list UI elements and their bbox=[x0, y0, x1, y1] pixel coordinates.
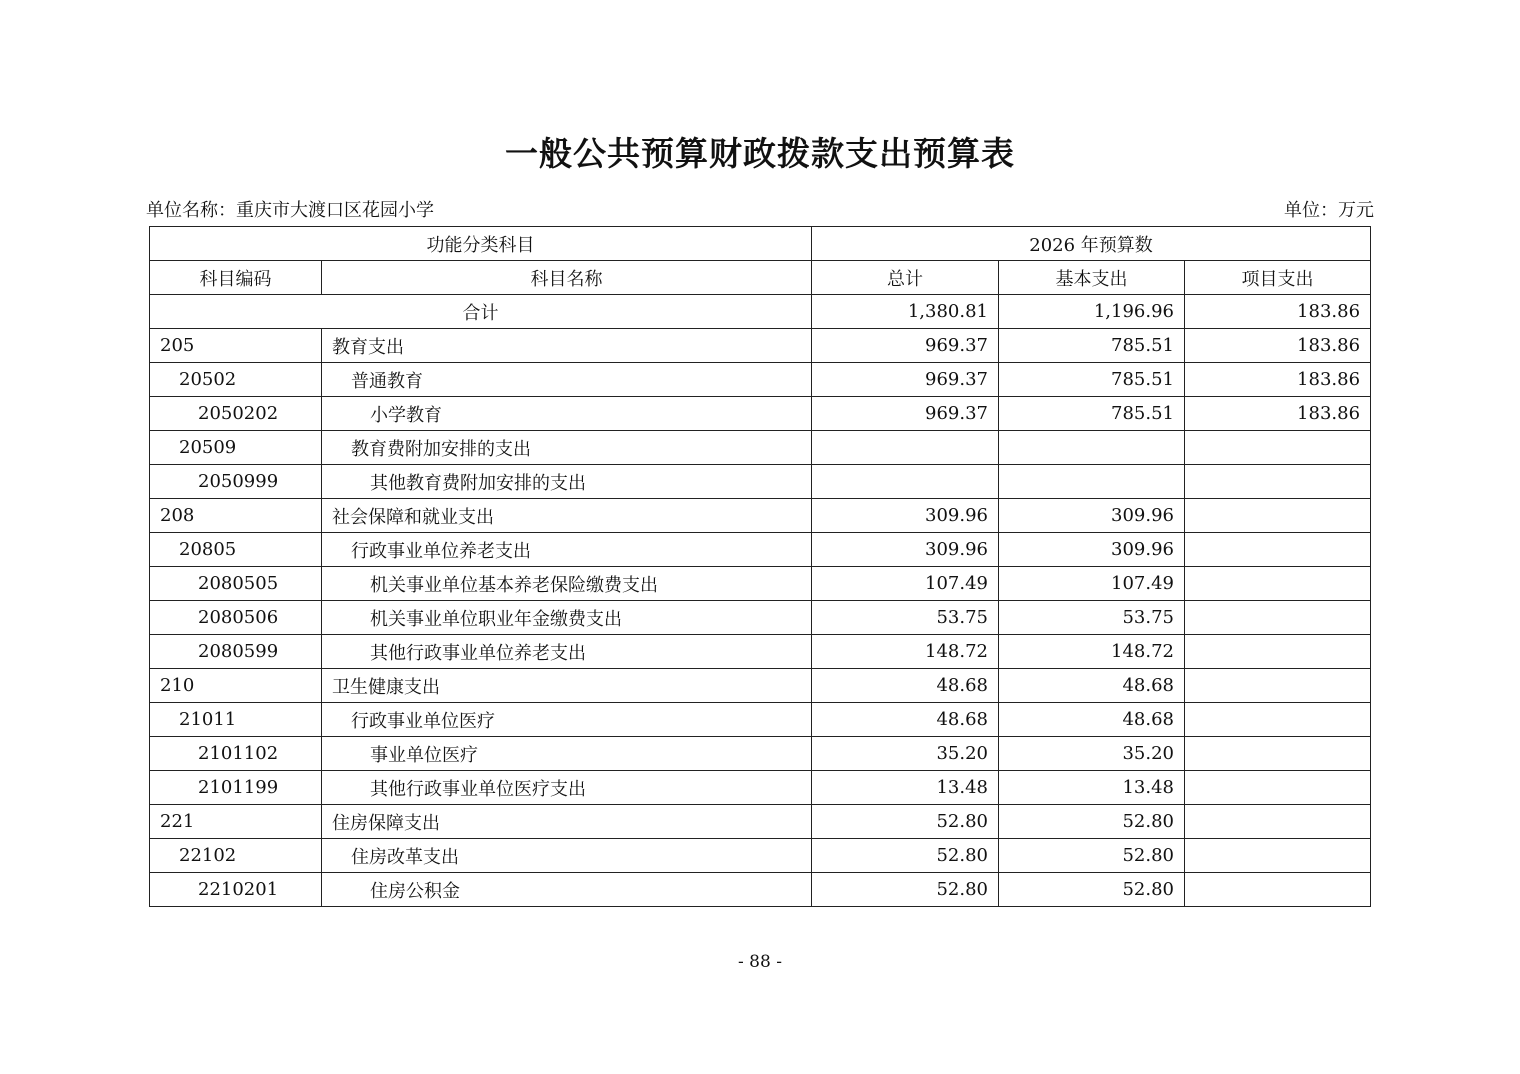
table-row bbox=[150, 465, 1371, 499]
header-function-category: 功能分类科目 bbox=[150, 227, 812, 261]
row-code: 20805 bbox=[150, 533, 322, 567]
table-row bbox=[150, 873, 1371, 907]
table-row bbox=[150, 805, 1371, 839]
header-code: 科目编码 bbox=[150, 261, 322, 295]
row-project: 183.86 bbox=[1185, 363, 1371, 397]
summary-row bbox=[150, 295, 1371, 329]
row-total: 969.37 bbox=[812, 329, 999, 363]
row-basic: 53.75 bbox=[999, 601, 1185, 635]
row-total: 13.48 bbox=[812, 771, 999, 805]
row-project bbox=[1185, 567, 1371, 601]
row-code: 2080505 bbox=[150, 567, 322, 601]
row-project bbox=[1185, 465, 1371, 499]
table-row bbox=[150, 635, 1371, 669]
header-budget-year: 2026 年预算数 bbox=[812, 227, 1371, 261]
row-basic: 785.51 bbox=[999, 363, 1185, 397]
row-name: 小学教育 bbox=[322, 397, 812, 431]
row-basic bbox=[999, 465, 1185, 499]
row-project bbox=[1185, 635, 1371, 669]
table-row bbox=[150, 567, 1371, 601]
row-code: 22102 bbox=[150, 839, 322, 873]
header-basic: 基本支出 bbox=[999, 261, 1185, 295]
row-code: 2101199 bbox=[150, 771, 322, 805]
row-name: 社会保障和就业支出 bbox=[322, 499, 812, 533]
row-total: 53.75 bbox=[812, 601, 999, 635]
row-basic: 52.80 bbox=[999, 839, 1185, 873]
row-basic: 52.80 bbox=[999, 805, 1185, 839]
row-total bbox=[812, 465, 999, 499]
row-total: 48.68 bbox=[812, 669, 999, 703]
row-name: 住房保障支出 bbox=[322, 805, 812, 839]
summary-project: 183.86 bbox=[1185, 295, 1371, 329]
table-row bbox=[150, 329, 1371, 363]
row-code: 2050202 bbox=[150, 397, 322, 431]
table-row bbox=[150, 737, 1371, 771]
page-title: 一般公共预算财政拨款支出预算表 bbox=[505, 134, 1015, 173]
row-name: 住房改革支出 bbox=[322, 839, 812, 873]
row-name: 行政事业单位医疗 bbox=[322, 703, 812, 737]
row-code: 20502 bbox=[150, 363, 322, 397]
currency-unit-label: 单位：万元 bbox=[1284, 200, 1374, 221]
row-project bbox=[1185, 703, 1371, 737]
row-project bbox=[1185, 873, 1371, 907]
row-name: 机关事业单位职业年金缴费支出 bbox=[322, 601, 812, 635]
table-row bbox=[150, 771, 1371, 805]
row-total: 52.80 bbox=[812, 805, 999, 839]
row-basic bbox=[999, 431, 1185, 465]
row-total bbox=[812, 431, 999, 465]
row-code: 208 bbox=[150, 499, 322, 533]
table-row bbox=[150, 499, 1371, 533]
row-project bbox=[1185, 839, 1371, 873]
row-basic: 309.96 bbox=[999, 533, 1185, 567]
row-total: 107.49 bbox=[812, 567, 999, 601]
row-total: 48.68 bbox=[812, 703, 999, 737]
row-code: 2101102 bbox=[150, 737, 322, 771]
row-code: 2050999 bbox=[150, 465, 322, 499]
row-code: 2080506 bbox=[150, 601, 322, 635]
row-basic: 48.68 bbox=[999, 703, 1185, 737]
row-basic: 35.20 bbox=[999, 737, 1185, 771]
row-name: 普通教育 bbox=[322, 363, 812, 397]
table-row bbox=[150, 703, 1371, 737]
table-row bbox=[150, 397, 1371, 431]
header-project: 项目支出 bbox=[1185, 261, 1371, 295]
row-name: 其他行政事业单位养老支出 bbox=[322, 635, 812, 669]
header-column-row bbox=[150, 261, 1371, 295]
row-name: 事业单位医疗 bbox=[322, 737, 812, 771]
row-basic: 309.96 bbox=[999, 499, 1185, 533]
row-basic: 148.72 bbox=[999, 635, 1185, 669]
row-basic: 107.49 bbox=[999, 567, 1185, 601]
row-code: 210 bbox=[150, 669, 322, 703]
unit-name-label: 单位名称：重庆市大渡口区花园小学 bbox=[146, 200, 434, 221]
row-project: 183.86 bbox=[1185, 397, 1371, 431]
row-code: 20509 bbox=[150, 431, 322, 465]
row-name: 教育费附加安排的支出 bbox=[322, 431, 812, 465]
row-total: 35.20 bbox=[812, 737, 999, 771]
table-row bbox=[150, 669, 1371, 703]
row-code: 2210201 bbox=[150, 873, 322, 907]
row-project bbox=[1185, 533, 1371, 567]
table-row bbox=[150, 431, 1371, 465]
summary-total: 1,380.81 bbox=[812, 295, 999, 329]
row-project: 183.86 bbox=[1185, 329, 1371, 363]
row-basic: 52.80 bbox=[999, 873, 1185, 907]
row-name: 教育支出 bbox=[322, 329, 812, 363]
header-total: 总计 bbox=[812, 261, 999, 295]
row-project bbox=[1185, 431, 1371, 465]
row-name: 行政事业单位养老支出 bbox=[322, 533, 812, 567]
row-name: 其他教育费附加安排的支出 bbox=[322, 465, 812, 499]
row-total: 309.96 bbox=[812, 533, 999, 567]
row-total: 148.72 bbox=[812, 635, 999, 669]
row-name: 其他行政事业单位医疗支出 bbox=[322, 771, 812, 805]
row-code: 21011 bbox=[150, 703, 322, 737]
row-basic: 48.68 bbox=[999, 669, 1185, 703]
table-row bbox=[150, 533, 1371, 567]
row-basic: 785.51 bbox=[999, 397, 1185, 431]
row-name: 住房公积金 bbox=[322, 873, 812, 907]
row-basic: 785.51 bbox=[999, 329, 1185, 363]
page-number: - 88 - bbox=[738, 952, 782, 972]
row-total: 969.37 bbox=[812, 397, 999, 431]
header-group-row bbox=[150, 227, 1371, 261]
table-row bbox=[150, 601, 1371, 635]
summary-basic: 1,196.96 bbox=[999, 295, 1185, 329]
row-project bbox=[1185, 499, 1371, 533]
row-project bbox=[1185, 805, 1371, 839]
row-code: 221 bbox=[150, 805, 322, 839]
row-project bbox=[1185, 601, 1371, 635]
row-project bbox=[1185, 669, 1371, 703]
header-name: 科目名称 bbox=[322, 261, 812, 295]
row-project bbox=[1185, 771, 1371, 805]
row-code: 2080599 bbox=[150, 635, 322, 669]
row-total: 309.96 bbox=[812, 499, 999, 533]
summary-label: 合计 bbox=[150, 295, 812, 329]
table-row bbox=[150, 363, 1371, 397]
row-total: 52.80 bbox=[812, 873, 999, 907]
row-code: 205 bbox=[150, 329, 322, 363]
row-name: 机关事业单位基本养老保险缴费支出 bbox=[322, 567, 812, 601]
row-basic: 13.48 bbox=[999, 771, 1185, 805]
row-total: 969.37 bbox=[812, 363, 999, 397]
row-name: 卫生健康支出 bbox=[322, 669, 812, 703]
row-total: 52.80 bbox=[812, 839, 999, 873]
row-project bbox=[1185, 737, 1371, 771]
table-row bbox=[150, 839, 1371, 873]
budget-table bbox=[149, 226, 1371, 907]
